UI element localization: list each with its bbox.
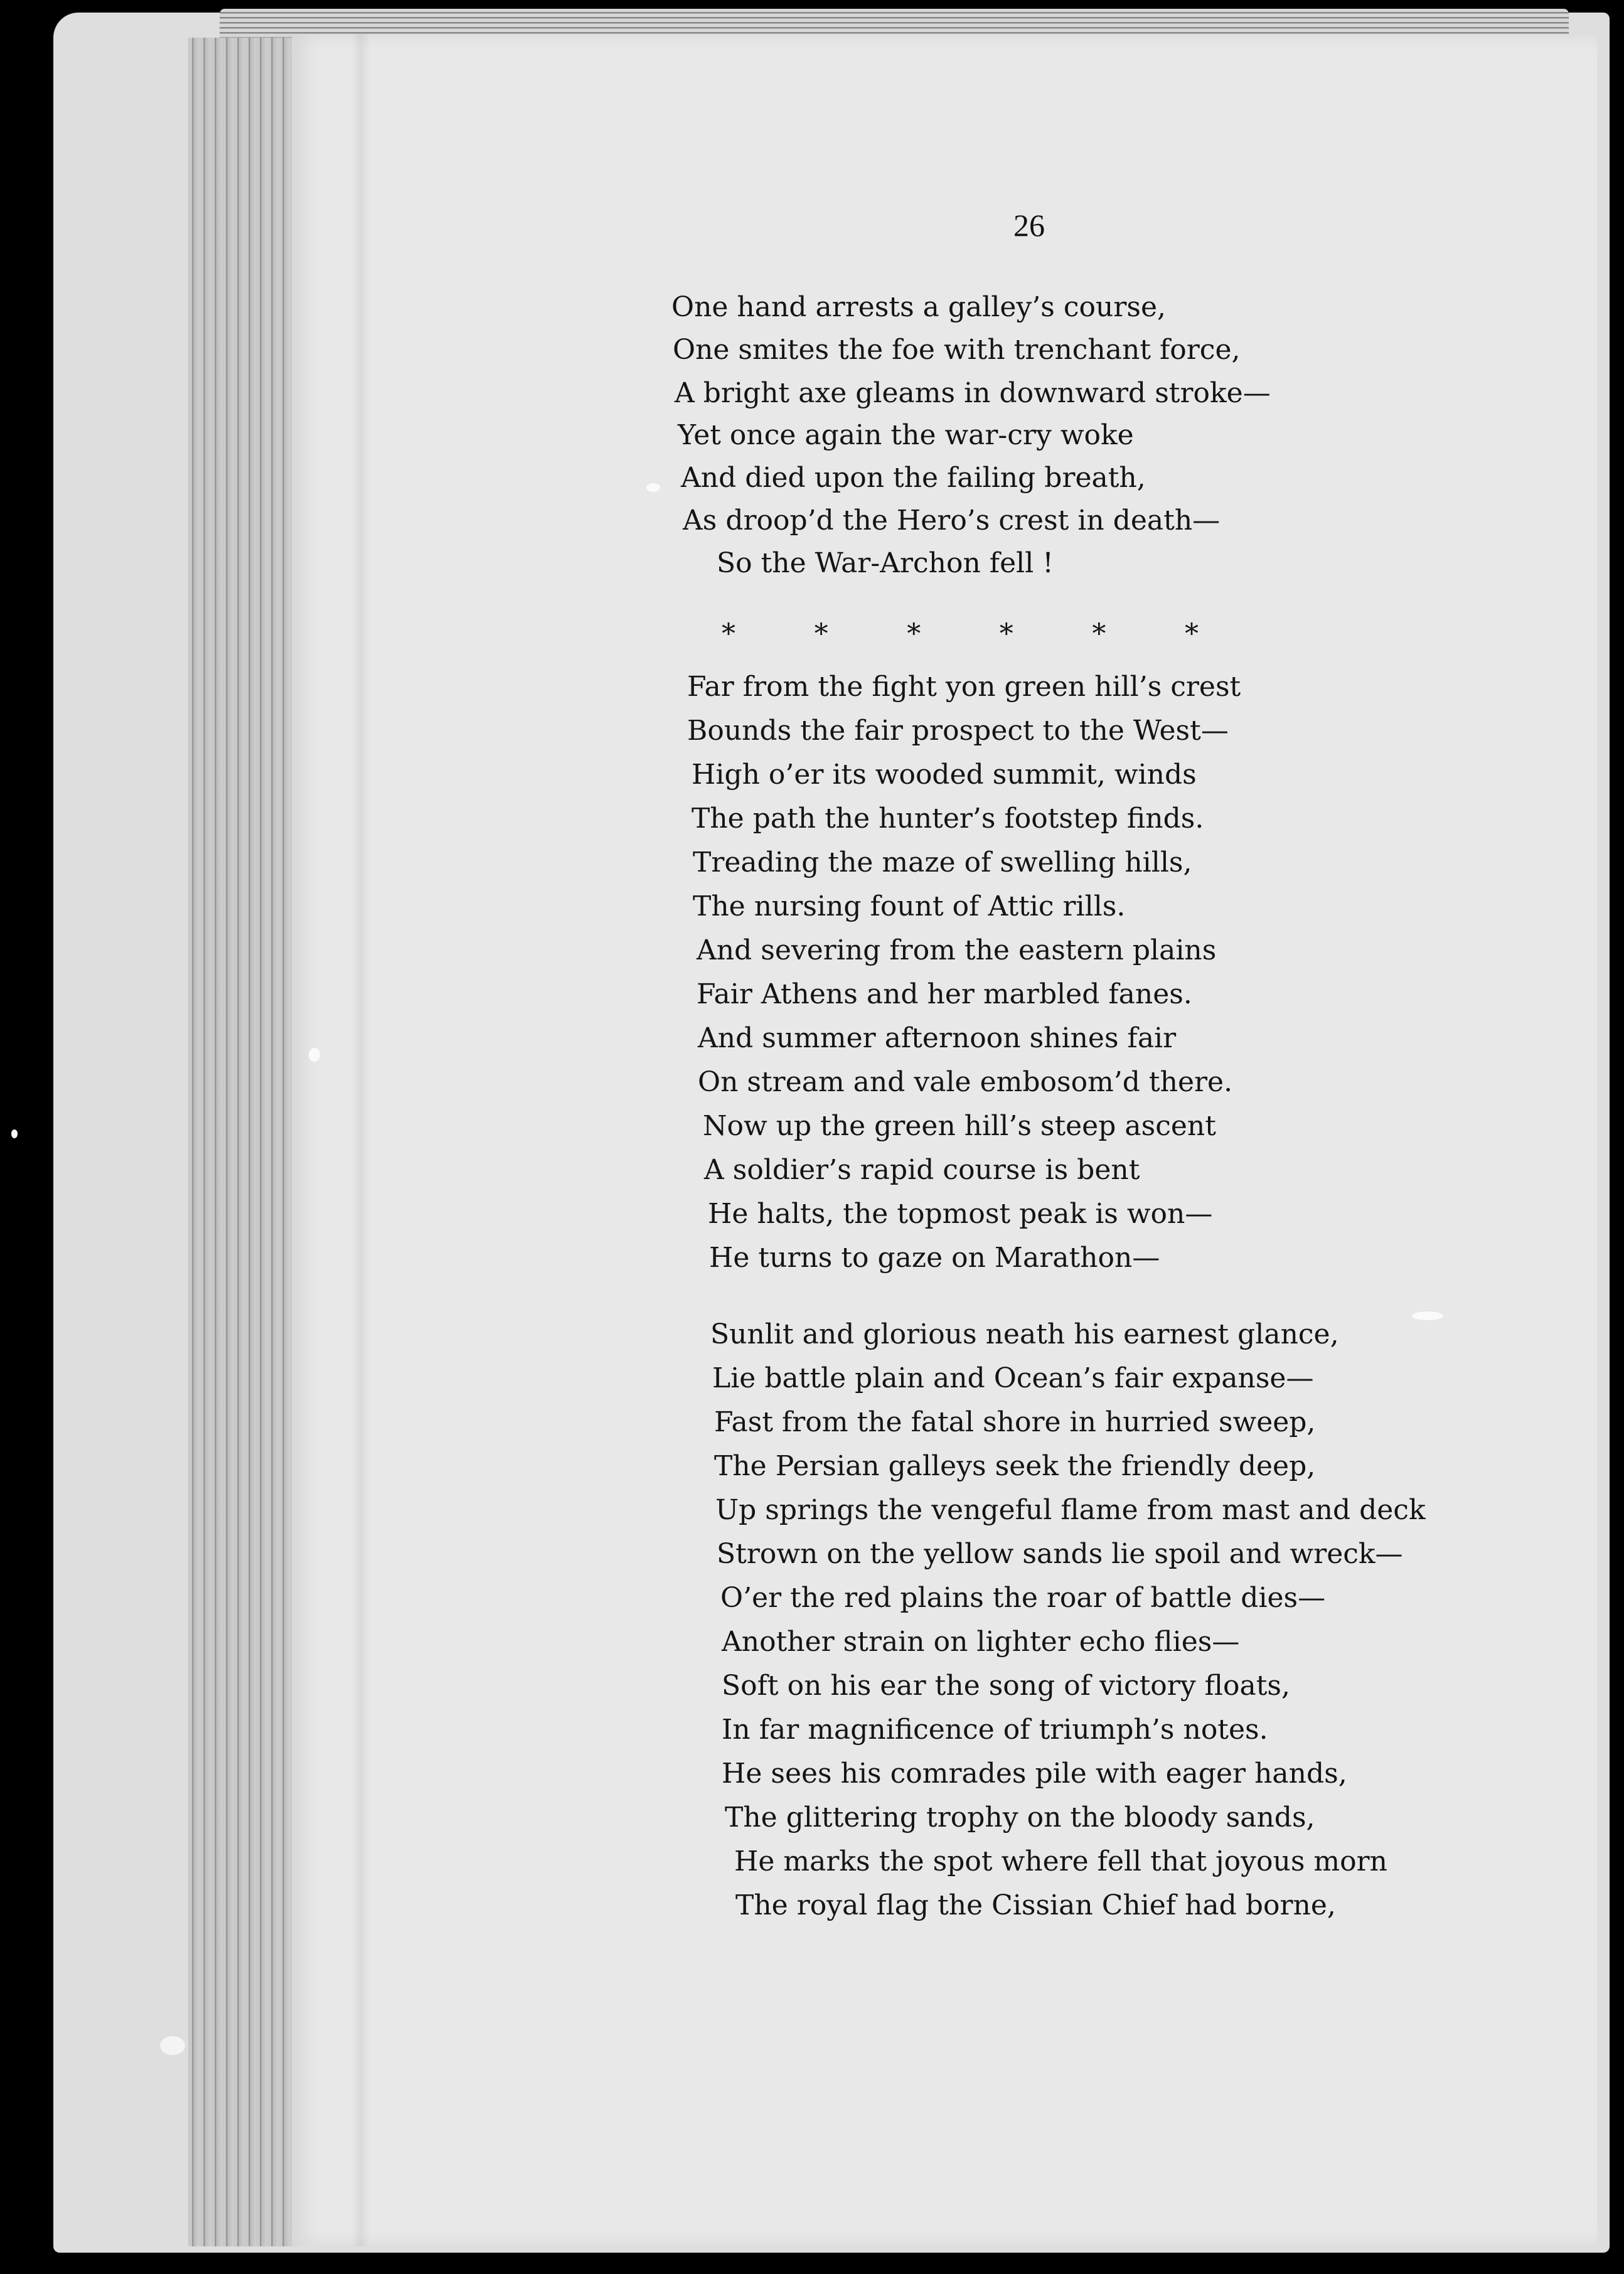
poem-line: Yet once again the war-cry woke: [678, 419, 1134, 451]
scan-speck: [646, 483, 660, 492]
separator-asterisk: *: [722, 618, 735, 650]
scan-speck: [11, 1129, 18, 1138]
page-gutter-shadow: [351, 35, 370, 2246]
poem-line: A bright axe gleams in downward stroke—: [675, 377, 1271, 409]
poem-line: One hand arrests a galley’s course,: [671, 291, 1166, 323]
poem-line: The Persian galleys seek the friendly deep,: [714, 1450, 1316, 1482]
poem-line: A soldier’s rapid course is bent: [704, 1154, 1140, 1186]
poem-line: So the War-Archon fell !: [717, 547, 1054, 579]
poem-line: He halts, the topmost peak is won—: [708, 1198, 1213, 1230]
poem-line: Soft on his ear the song of victory floats,: [722, 1670, 1290, 1702]
poem-line: Treading the maze of swelling hills,: [693, 846, 1192, 878]
poem-line: Bounds the fair prospect to the West—: [687, 715, 1229, 747]
poem-line: On stream and vale embosom’d there.: [698, 1066, 1233, 1098]
poem-line: And severing from the eastern plains: [697, 934, 1217, 966]
poem-line: Lie battle plain and Ocean’s fair expanse—: [712, 1362, 1314, 1394]
separator-asterisk: *: [1184, 618, 1199, 650]
poem-line: Up springs the vengeful flame from mast and deck: [715, 1494, 1426, 1526]
section-separator: [722, 618, 1199, 650]
poem-line: One smites the foe with trenchant force,: [673, 334, 1241, 366]
scan-speck: [160, 2036, 185, 2055]
poem-line: He sees his comrades pile with eager hands,: [722, 1758, 1347, 1790]
poem-line: Fair Athens and her marbled fanes.: [697, 978, 1192, 1010]
poem-line: The glittering trophy on the bloody sands,: [725, 1802, 1315, 1834]
poem-line: Another strain on lighter echo flies—: [722, 1626, 1240, 1658]
separator-asterisk: *: [814, 618, 828, 650]
scan-speck: [309, 1048, 320, 1062]
separator-asterisk: *: [999, 618, 1013, 650]
poem-line: The royal flag the Cissian Chief had borne,: [735, 1889, 1336, 1921]
poem-line: The nursing fount of Attic rills.: [693, 890, 1126, 922]
poem-line: High o’er its wooded summit, winds: [692, 759, 1197, 791]
poem-line: Strown on the yellow sands lie spoil and wreck—: [717, 1538, 1403, 1570]
poem-line: O’er the red plains the roar of battle dies—: [720, 1582, 1326, 1614]
poem-line: In far magnificence of triumph’s notes.: [722, 1714, 1268, 1746]
poem-line: And summer afternoon shines fair: [698, 1022, 1177, 1054]
poem-line: Now up the green hill’s steep ascent: [703, 1110, 1216, 1142]
poem-line: Far from the fight yon green hill’s crest: [687, 671, 1241, 703]
separator-asterisk: *: [907, 618, 921, 650]
page-number: 26: [1013, 208, 1045, 243]
poem-line: He turns to gaze on Marathon—: [709, 1242, 1160, 1274]
scan-speck: [1412, 1311, 1443, 1320]
page-stack-edge: [188, 38, 307, 2246]
poem-line: Fast from the fatal shore in hurried sweep,: [714, 1406, 1316, 1438]
poem-line: As droop’d the Hero’s crest in death—: [683, 504, 1221, 536]
poem-line: Sunlit and glorious neath his earnest glance,: [710, 1318, 1339, 1350]
separator-asterisk: *: [1092, 618, 1106, 650]
poem-line: He marks the spot where fell that joyous morn: [734, 1845, 1388, 1877]
poem-line: And died upon the failing breath,: [681, 462, 1146, 494]
poem-line: The path the hunter’s footstep finds.: [692, 803, 1204, 835]
